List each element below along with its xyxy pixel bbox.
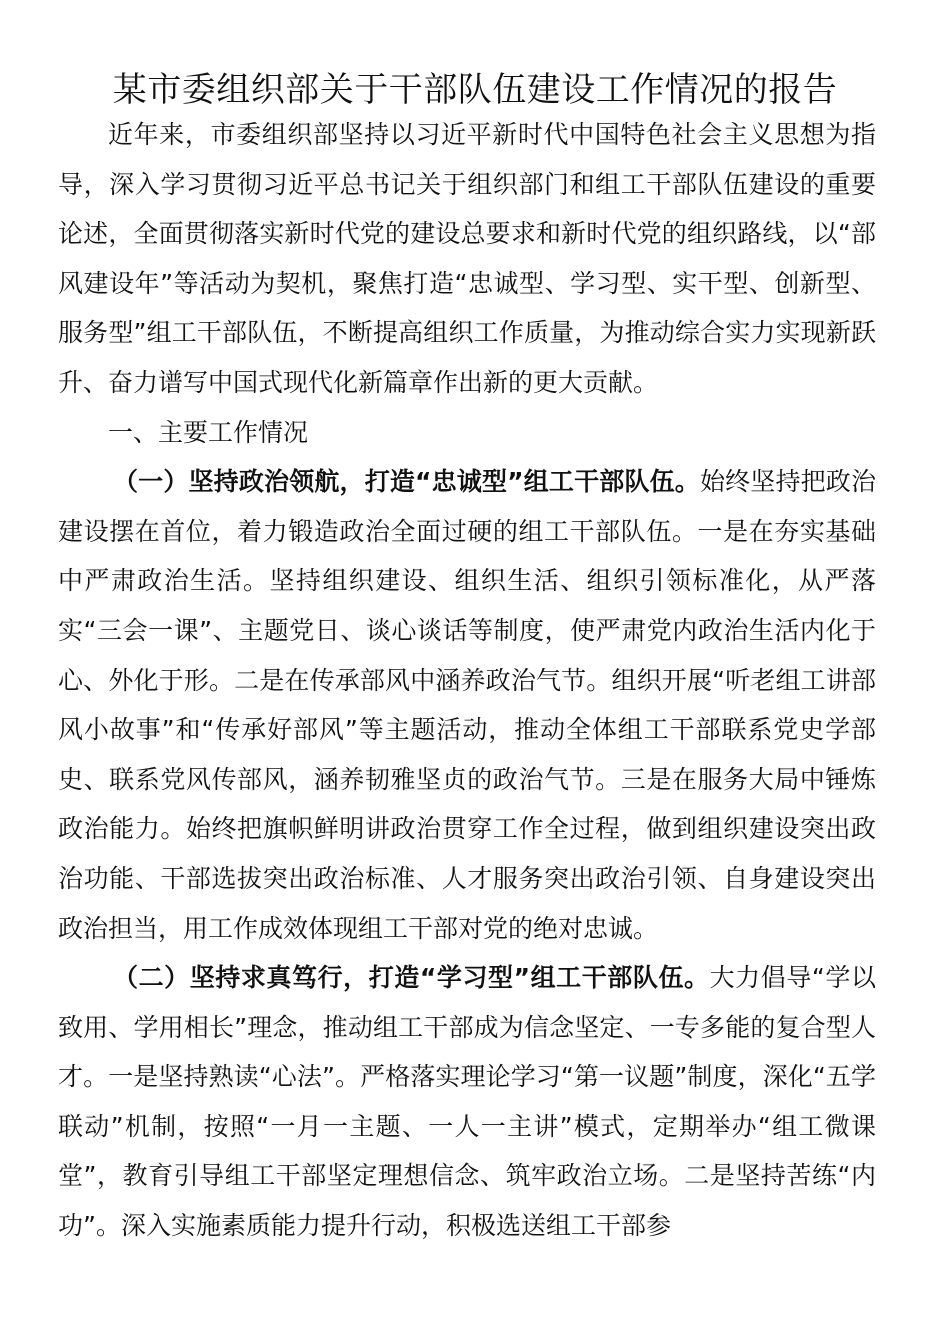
intro-paragraph: 近年来，市委组织部坚持以习近平新时代中国特色社会主义思想为指导，深入学习贯彻习近平总书记关于组织部门和组工干部队伍建设的重要论述，全面贯彻落实新时代党的建设总要求和新时代党的组织路线，以“部风建设年”等活动为契机，聚焦打造“忠诚型、学习型、实干型、创新型、服务型”组工干部队伍，不断提高组织工作质量，为推动综合实力实现新跃升、奋力谱写中国式现代化新篇章作出新的更大贡献。 <box>58 120 876 397</box>
subsection-1-body: 始终坚持把政治建设摆在首位，着力锻造政治全面过硬的组工干部队伍。一是在夯实基础中严肃政治生活。坚持组织建设、组织生活、组织引领标准化，从严落实“三会一课”、主题党日、谈心谈话等制度，使严肃党内政治生活内化于心、外化于形。二是在传承部风中涵养政治气节。组织开展“听老组工讲部风小故事”和“传承好部风”等主题活动，推动全体组工干部联系党史学部史、联系党风传部风，涵养韧雅坚贞的政治气节。三是在服务大局中锤炼政治能力。始终把旗帜鲜明讲政治贯穿工作全过程，做到组织建设突出政治功能、干部选拔突出政治标准、人才服务突出政治引领、自身建设突出政治担当，用工作成效体现组工干部对党的绝对忠诚。 <box>58 467 876 943</box>
document-body <box>58 110 876 1251</box>
document-title: 某市委组织部关于干部队伍建设工作情况的报告 <box>112 70 838 110</box>
subsection-2-body: 大力倡导“学以致用、学用相长”理念，推动组工干部成为信念坚定、一专多能的复合型人才。一是坚持熟读“心法”。严格落实理论学习“第一议题”制度，深化“五学联动”机制，按照“一月一主题、一人一主讲”模式，定期举办“组工微课堂”，教育引导组工干部坚定理想信念、筑牢政治立场。二是坚持苦练“内功”。深入实施素质能力提升行动，积极选送组工干部参 <box>58 963 876 1241</box>
subsection-2-paragraph <box>58 953 876 1251</box>
subsection-2-heading: （二）坚持求真笃行，打造“学习型”组工干部队伍。 <box>113 963 710 993</box>
subsection-1-heading: （一）坚持政治领航，打造“忠诚型”组工干部队伍。 <box>113 467 700 497</box>
section-heading: 一、主要工作情况 <box>108 417 309 447</box>
subsection-1-paragraph <box>58 457 876 953</box>
